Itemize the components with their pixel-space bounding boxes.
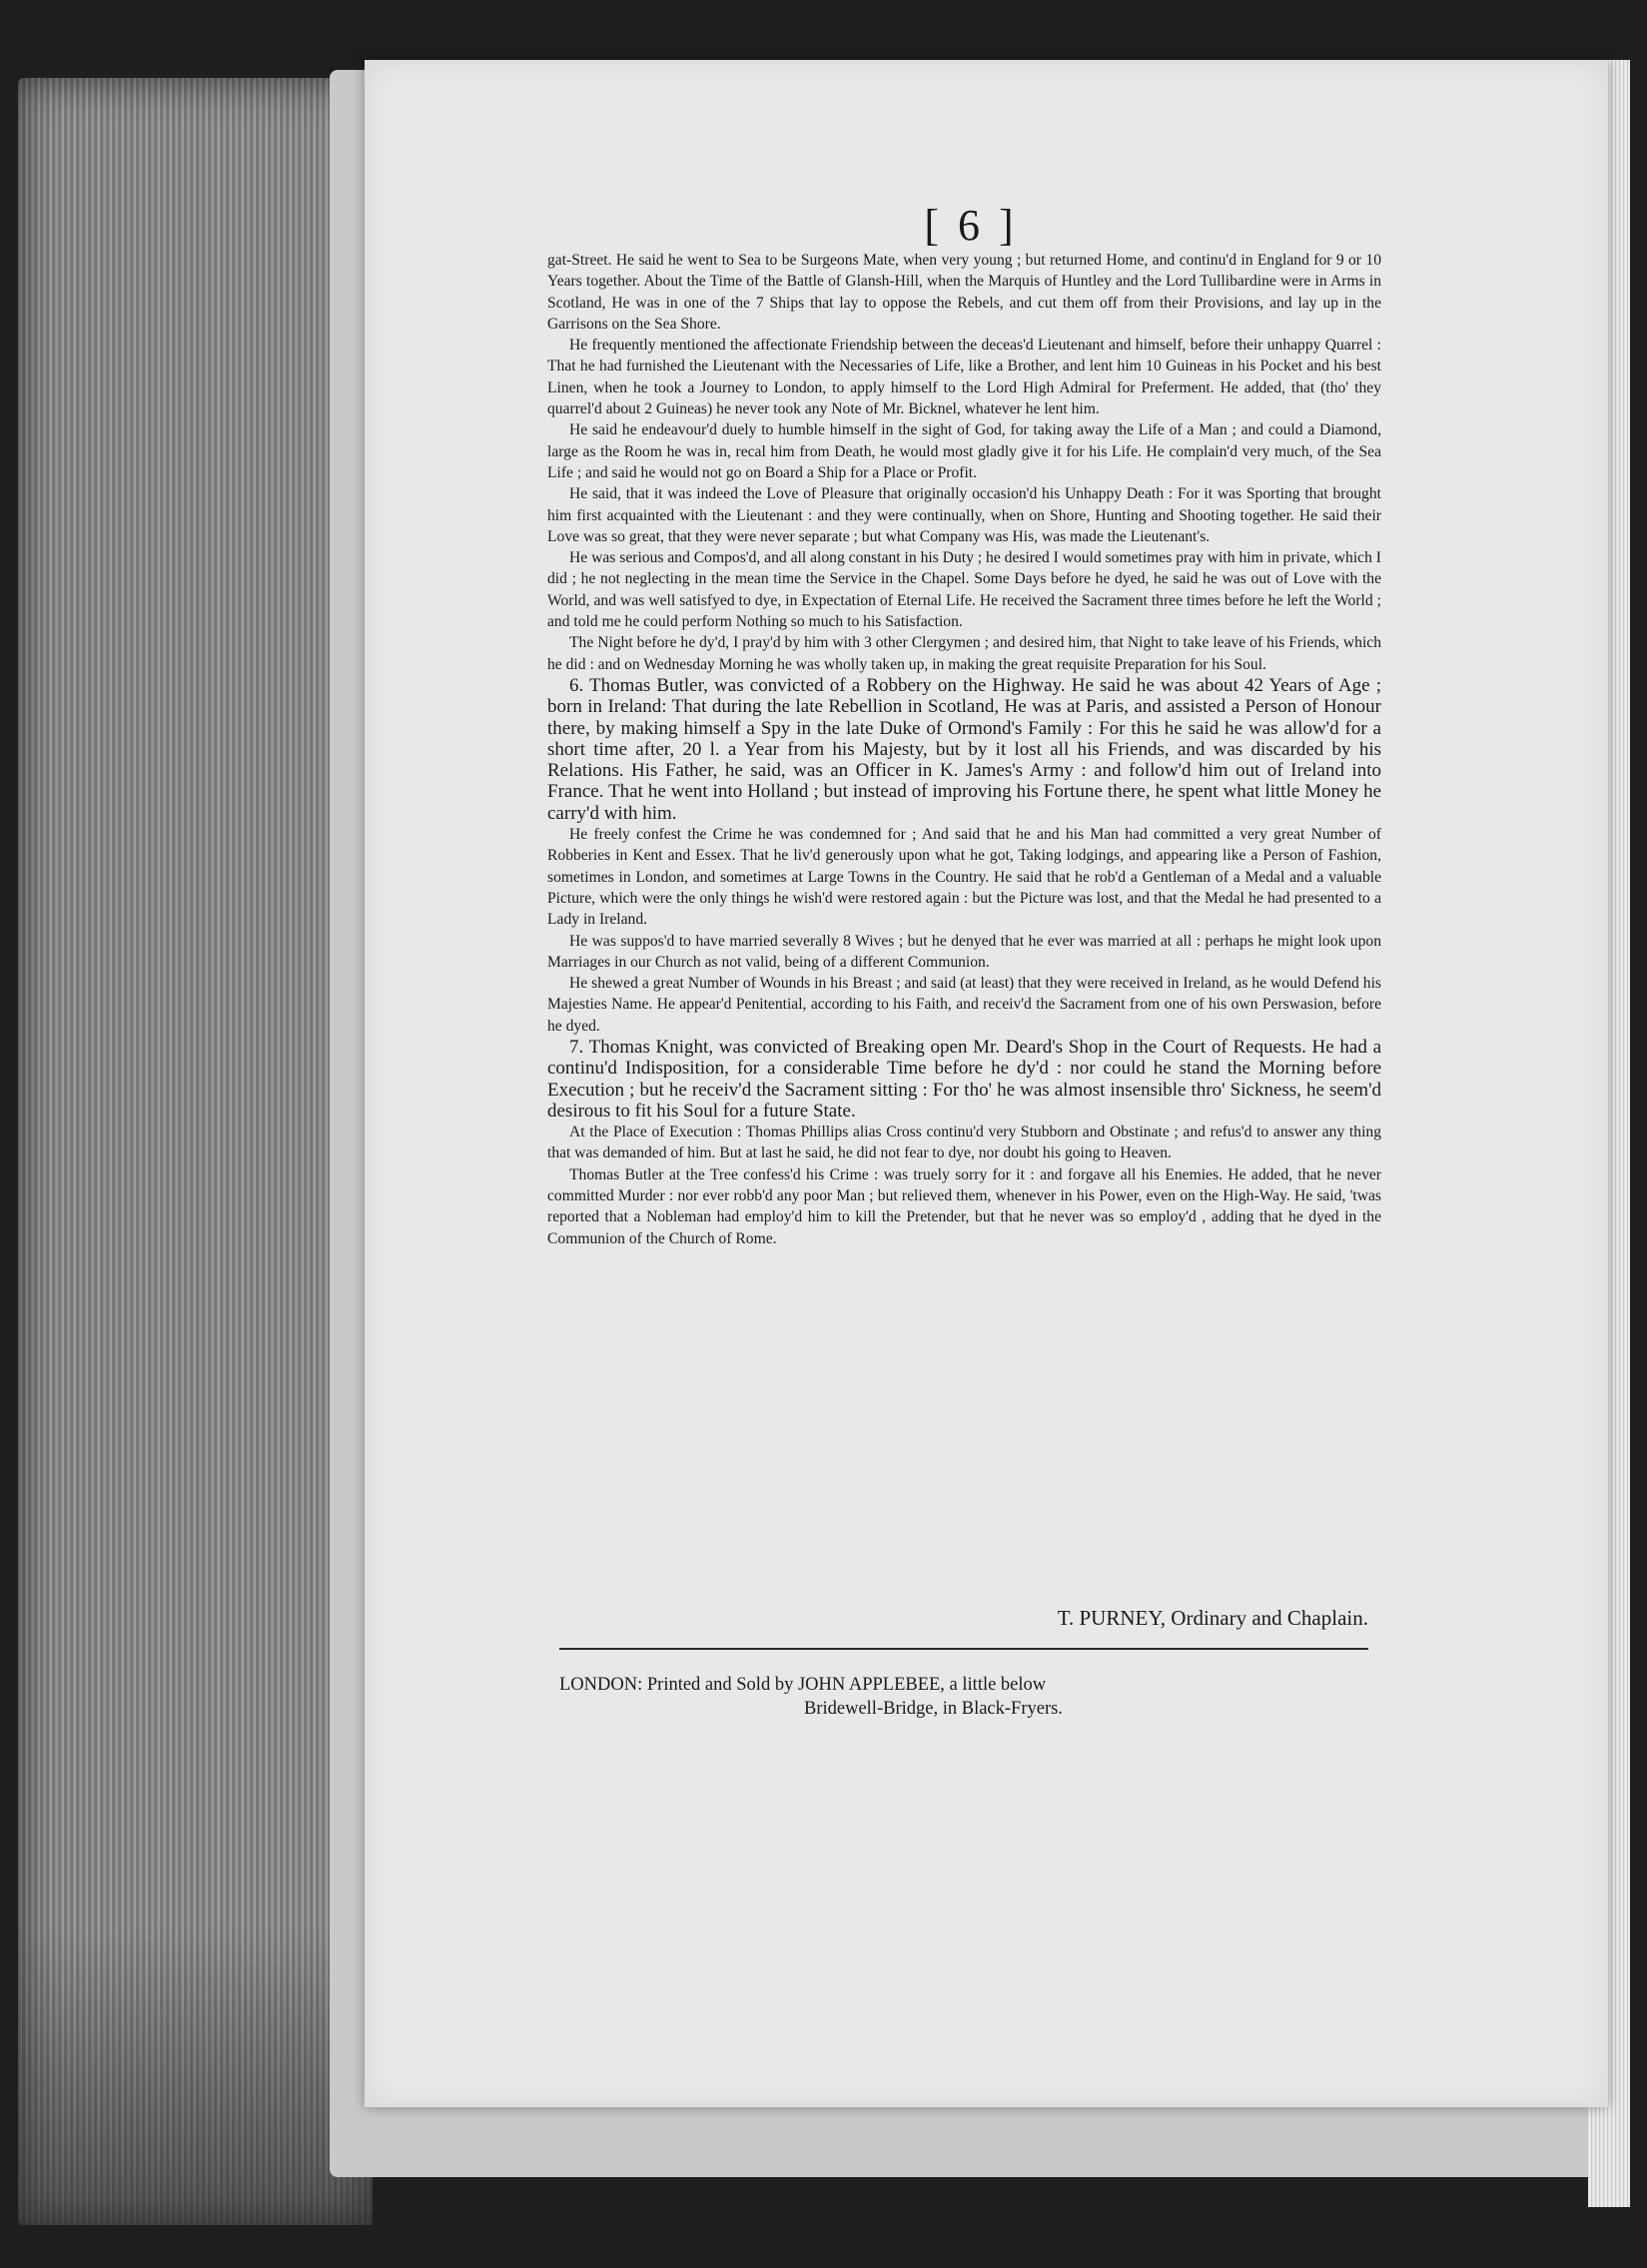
edge-shadow — [18, 1925, 373, 2225]
paragraph: The Night before he dy'd, I pray'd by him with 3 other Clergymen ; and desired him, that Night to take leave of his Friends, which he did : and on Wednesday Morning he was wholly taken up, in making the great requisite Preparation for his Soul. — [547, 634, 1381, 673]
paragraph: gat-Street. He said he went to Sea to be Surgeons Mate, when very young ; but returned Home, and continu'd in England for 9 or 10 Years together. About the Time of the Battle of Glansh-Hill, when the Marquis of Huntley and the Lord Tullibardine were in Arms in Scotland, He was in one of the 7 Ships that lay to oppose the Rebels, and cut them off from their Provisions, and lay up in the Garrisons on the Sea Shore. — [547, 252, 1381, 333]
divider-rule — [559, 1648, 1368, 1650]
paragraph: He frequently mentioned the affectionate Friendship between the deceas'd Lieutenant and himself, before their unhappy Quarrel : That he had furnished the Lieutenant with the Necessaries of Life, like a Brother, and lent him 10 Guineas in his Pocket and his best Linen, when he took a Journey to London, to apply himself to the Lord High Admiral for Preferment. He added, that (tho' they quarrel'd about 2 Guineas) he never took any Note of Mr. Bicknel, whatever he lent him. — [547, 337, 1381, 418]
imprint-line-2: Bridewell-Bridge, in Black-Fryers. — [804, 1699, 1063, 1719]
paragraph-thomas-butler: 6. Thomas Butler, was convicted of a Robbery on the Highway. He said he was about 42 Years of Age ; born in Ireland: That during the late Rebellion in Scotland, He was at Paris, and assisted a Person of Honour there, by making himself a Spy in the late Duke of Ormond's Family : For this he said he was allow'd for a short time after, 20 l. a Year from his Majesty, but by it lost all his Friends, and was discarded by his Relations. His Father, he said, was an Officer in K. James's Army : and follow'd him out of Ireland into France. That he went into Holland ; but instead of improving his Fortune there, he spent what little Money he carry'd with him. — [547, 674, 1381, 824]
imprint-line-1: LONDON: Printed and Sold by JOHN APPLEBEE, a little below — [559, 1675, 1047, 1695]
paragraph: He freely confest the Crime he was condemned for ; And said that he and his Man had committed a very great Number of Robberies in Kent and Essex. That he liv'd generously upon what he got, Taking lodgings, and appearing like a Person of Fashion, sometimes in London, and sometimes at Large Towns in the Country. He said that he rob'd a Gentleman of a Medal and a valuable Picture, which were the only things he wish'd were restored again : but the Picture was lost, and that the Medal he had presented to a Lady in Ireland. — [547, 826, 1381, 929]
page-number: [ 6 ] — [924, 201, 1018, 250]
paragraph: He shewed a great Number of Wounds in his Breast ; and said (at least) that they were received in Ireland, as he would Defend his Majesties Name. He appear'd Penitential, according to his Faith, and receiv'd the Sacrament from one of his own Perswasion, before he dyed. — [547, 975, 1381, 1035]
body-text — [547, 250, 1381, 1249]
paragraph: He was suppos'd to have married severally 8 Wives ; but he denyed that he ever was married at all : perhaps he might look upon Marriages in our Church as not valid, being of a different Communion. — [547, 932, 1381, 971]
paragraph: He said he endeavour'd duely to humble himself in the sight of God, for taking away the Life of a Man ; and could a Diamond, large as the Room he was in, recal him from Death, he would most gladly give it for his Life. He complain'd very much, of the Sea Life ; and said he would not go on Board a Ship for a Place or Profit. — [547, 421, 1381, 481]
paragraph: He said, that it was indeed the Love of Pleasure that originally occasion'd his Unhappy Death : For it was Sporting that brought him first acquainted with the Lieutenant : and they were continually, when on Shore, Hunting and Shooting together. He said their Love was so great, that they were never separate ; but what Company was His, was made the Lieutenant's. — [547, 485, 1381, 545]
book-text-block-edge — [18, 78, 373, 2225]
imprint — [559, 1673, 1378, 1721]
paragraph: At the Place of Execution : Thomas Phillips alias Cross continu'd very Stubborn and Obstinate ; and refus'd to answer any thing that was demanded of him. But at last he said, he did not fear to dye, nor doubt his going to Heaven. — [547, 1124, 1381, 1162]
paragraph: Thomas Butler at the Tree confess'd his Crime : was truely sorry for it : and forgave all his Enemies. He added, that he never committed Murder : nor ever robb'd any poor Man ; but relieved them, whenever in his Power, even on the High-Way. He said, 'twas reported that a Nobleman had employ'd him to kill the Pretender, but that he never was so employ'd , adding that he dyed in the Communion of the Church of Rome. — [547, 1165, 1381, 1247]
paragraph: He was serious and Compos'd, and all along constant in his Duty ; he desired I would sometimes pray with him in private, which I did ; he not neglecting in the mean time the Service in the Chapel. Some Days before he dyed, he said he was out of Love with the World, and was well satisfyed to dye, in Expectation of Eternal Life. He received the Sacrament three times before he left the World ; and told me he could perform Nothing so much to his Satisfaction. — [547, 549, 1381, 631]
paragraph-thomas-knight: 7. Thomas Knight, was convicted of Breaking open Mr. Deard's Shop in the Court of Requests. He had a continu'd Indisposition, for a considerable Time before he dy'd : nor could he stand the Morning before Execution ; but he receiv'd the Sacrament sitting : For tho' he was almost insensible thro' Sickness, he seem'd desirous to fit his Soul for a future State. — [547, 1036, 1381, 1122]
signature: T. PURNEY, Ordinary and Chaplain. — [1057, 1606, 1368, 1630]
